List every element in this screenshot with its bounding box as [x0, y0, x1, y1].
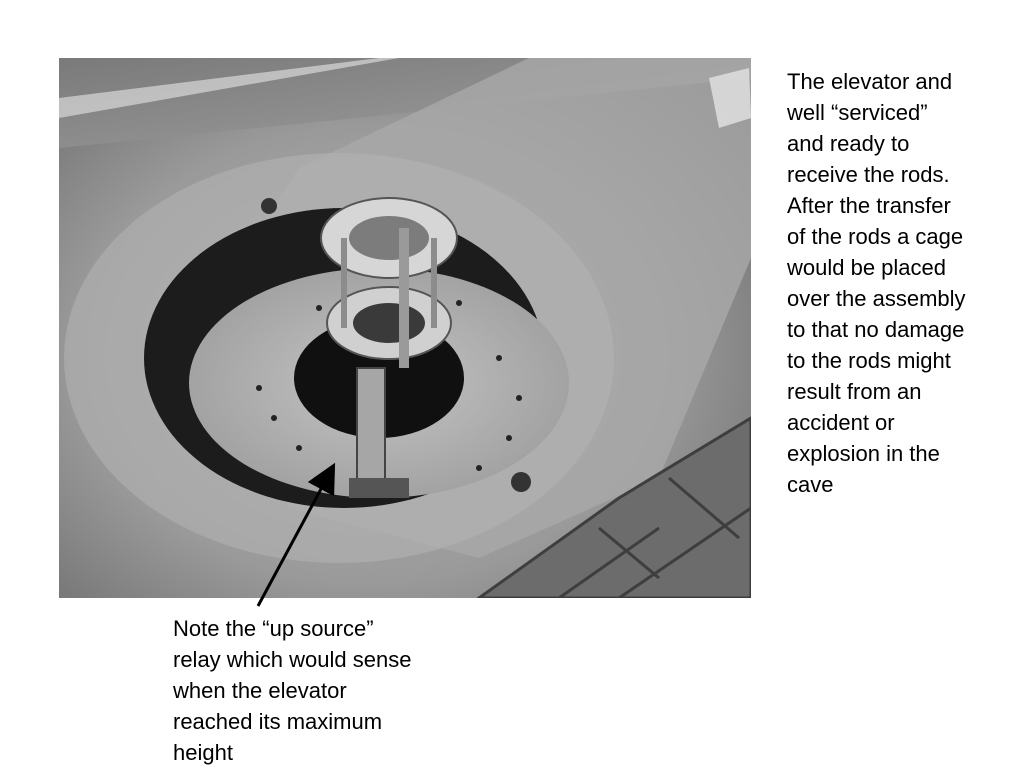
elevator-well-illustration [59, 58, 751, 598]
caption-up-source-relay-note: Note the “up source” relay which would sense when the elevator reached its maximum height [173, 616, 412, 765]
elevator-well-photo [59, 58, 751, 598]
caption-elevator-description: The elevator and well “serviced” and ready to receive the rods. After the transfer of the rods a cage would be placed over the assembly to that no damage to the rods might result from an accident or explosion in the cave [787, 69, 966, 497]
